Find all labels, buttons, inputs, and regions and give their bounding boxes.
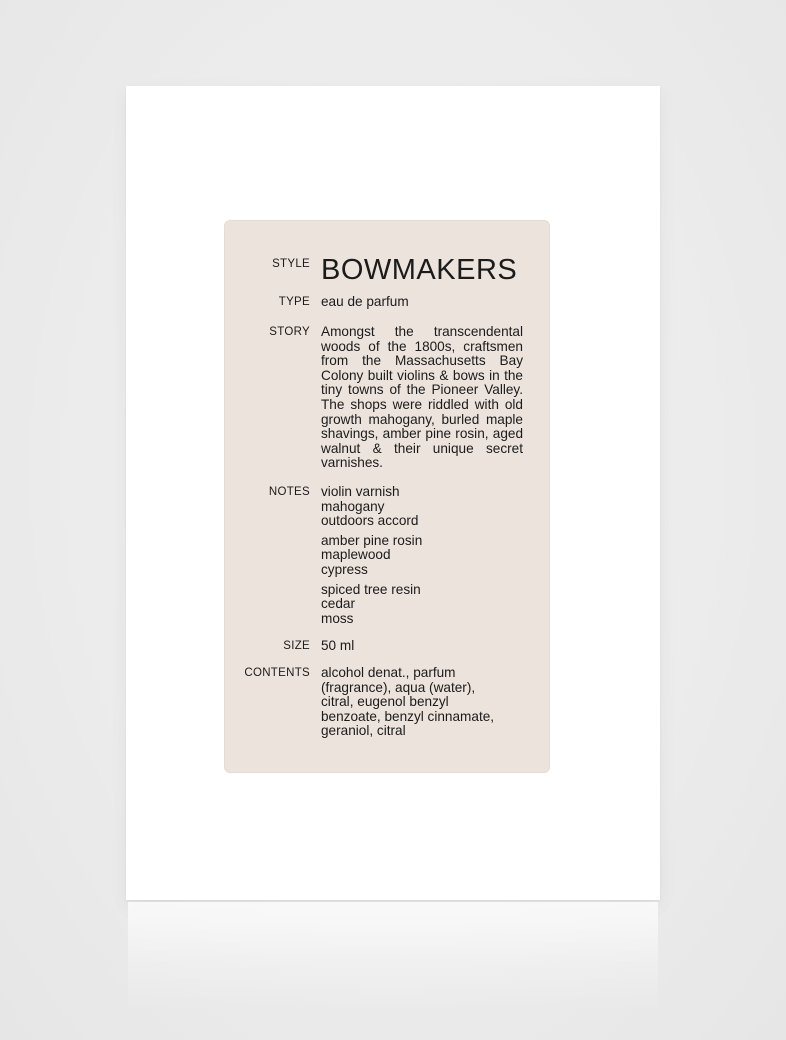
story-value: Amongst the transcendental woods of the 1800s, craftsmen from the Massachusetts Bay Colony built violins & bows in the tiny towns of the Pioneer Valley. The shops were riddled with old growth mahogany, burled maple shavings, amber pine rosin, aged walnut & their unique secret varnishes. bbox=[321, 324, 523, 471]
contents-line: (fragrance), aqua (water), bbox=[321, 679, 476, 695]
notes-list bbox=[321, 485, 523, 631]
style-value: BOWMAKERS bbox=[321, 254, 518, 286]
style-key: STYLE bbox=[272, 258, 310, 270]
note-item: maplewood bbox=[321, 547, 391, 563]
contents-line: geraniol, citral bbox=[321, 723, 406, 739]
note-item: outdoors accord bbox=[321, 513, 419, 529]
note-item: spiced tree resin bbox=[321, 581, 421, 597]
notes-group bbox=[321, 534, 523, 578]
note-item: amber pine rosin bbox=[321, 532, 423, 548]
notes-key: NOTES bbox=[268, 486, 310, 498]
size-value: 50 ml bbox=[321, 638, 355, 653]
notes-group bbox=[321, 583, 523, 627]
note-item: mahogany bbox=[321, 498, 385, 514]
contents-line: alcohol denat., parfum bbox=[321, 665, 456, 680]
note-item: violin varnish bbox=[321, 484, 400, 499]
story-key: STORY bbox=[269, 326, 310, 338]
size-key: SIZE bbox=[283, 640, 310, 652]
note-item: cypress bbox=[321, 561, 368, 577]
notes-group bbox=[321, 485, 523, 529]
box-reflection bbox=[128, 902, 658, 1012]
contents-line: citral, eugenol benzyl bbox=[321, 694, 449, 710]
contents-value bbox=[321, 666, 523, 739]
product-label bbox=[224, 220, 550, 773]
contents-key: CONTENTS bbox=[244, 667, 310, 679]
contents-line: benzoate, benzyl cinnamate, bbox=[321, 708, 495, 724]
type-value: eau de parfum bbox=[321, 294, 409, 309]
type-key: TYPE bbox=[278, 296, 310, 308]
note-item: cedar bbox=[321, 596, 356, 612]
note-item: moss bbox=[321, 610, 354, 626]
